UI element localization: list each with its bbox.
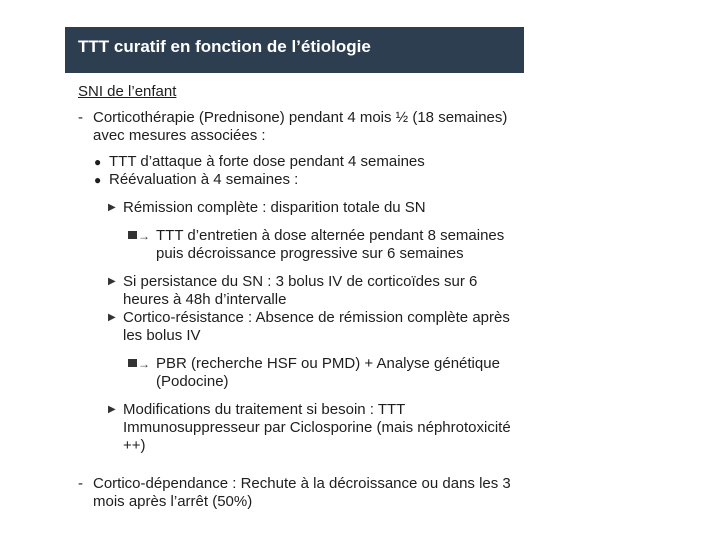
list-item (108, 309, 523, 345)
list-item (108, 401, 523, 455)
bullet-attaque: TTT d’attaque à forte dose pendant 4 semaines (109, 153, 425, 170)
triangle-icon: ▶ (108, 276, 116, 287)
bullet-icon: ● (94, 155, 102, 169)
arrow-entretien: TTT d’entretien à dose alternée pendant 8 semaines puis décroissance progressive sur 6 semaines (156, 227, 505, 262)
list-item (128, 227, 523, 263)
list-item (94, 153, 523, 171)
arrow-icon: → (128, 227, 156, 263)
list-item (78, 109, 523, 145)
bullet-list (94, 153, 523, 189)
slide-header (65, 27, 524, 73)
bullet-icon: ● (94, 173, 102, 187)
list-item (108, 273, 523, 309)
arrow-icon: → (128, 355, 156, 391)
list-item (78, 475, 523, 511)
section-subtitle: SNI de l’enfant (78, 83, 177, 100)
sub-persistance: Si persistance du SN : 3 bolus IV de corticoïdes sur 6 heures à 48h d’intervalle (123, 273, 478, 308)
slide-content (78, 83, 523, 519)
arrow-pbr: PBR (recherche HSF ou PMD) + Analyse génétique (Podocine) (156, 355, 500, 390)
sub-resistance: Cortico-résistance : Absence de rémission complète après les bolus IV (123, 309, 510, 344)
item-corticotherapie: Corticothérapie (Prednisone) pendant 4 mois ½ (18 semaines) avec mesures associées : (93, 109, 508, 144)
slide-title: TTT curatif en fonction de l’étiologie (78, 37, 371, 56)
dash-marker: - (78, 109, 83, 126)
sub-remission: Rémission complète : disparition totale du SN (123, 199, 426, 216)
bullet-reevaluation: Réévaluation à 4 semaines : (109, 171, 299, 188)
triangle-icon: ▶ (108, 404, 116, 415)
triangle-icon: ▶ (108, 312, 116, 323)
sub-modifications: Modifications du traitement si besoin : TTT Immunosuppresseur par Ciclosporine (mais néphrotoxicité ++) (123, 401, 511, 454)
list-item (94, 171, 523, 189)
list-item (108, 199, 523, 217)
triangle-icon: ▶ (108, 202, 116, 213)
dash-marker: - (78, 475, 83, 492)
item-cortico-dependance: Cortico-dépendance : Rechute à la décroissance ou dans les 3 mois après l’arrêt (50%) (93, 475, 511, 510)
list-item (128, 355, 523, 391)
